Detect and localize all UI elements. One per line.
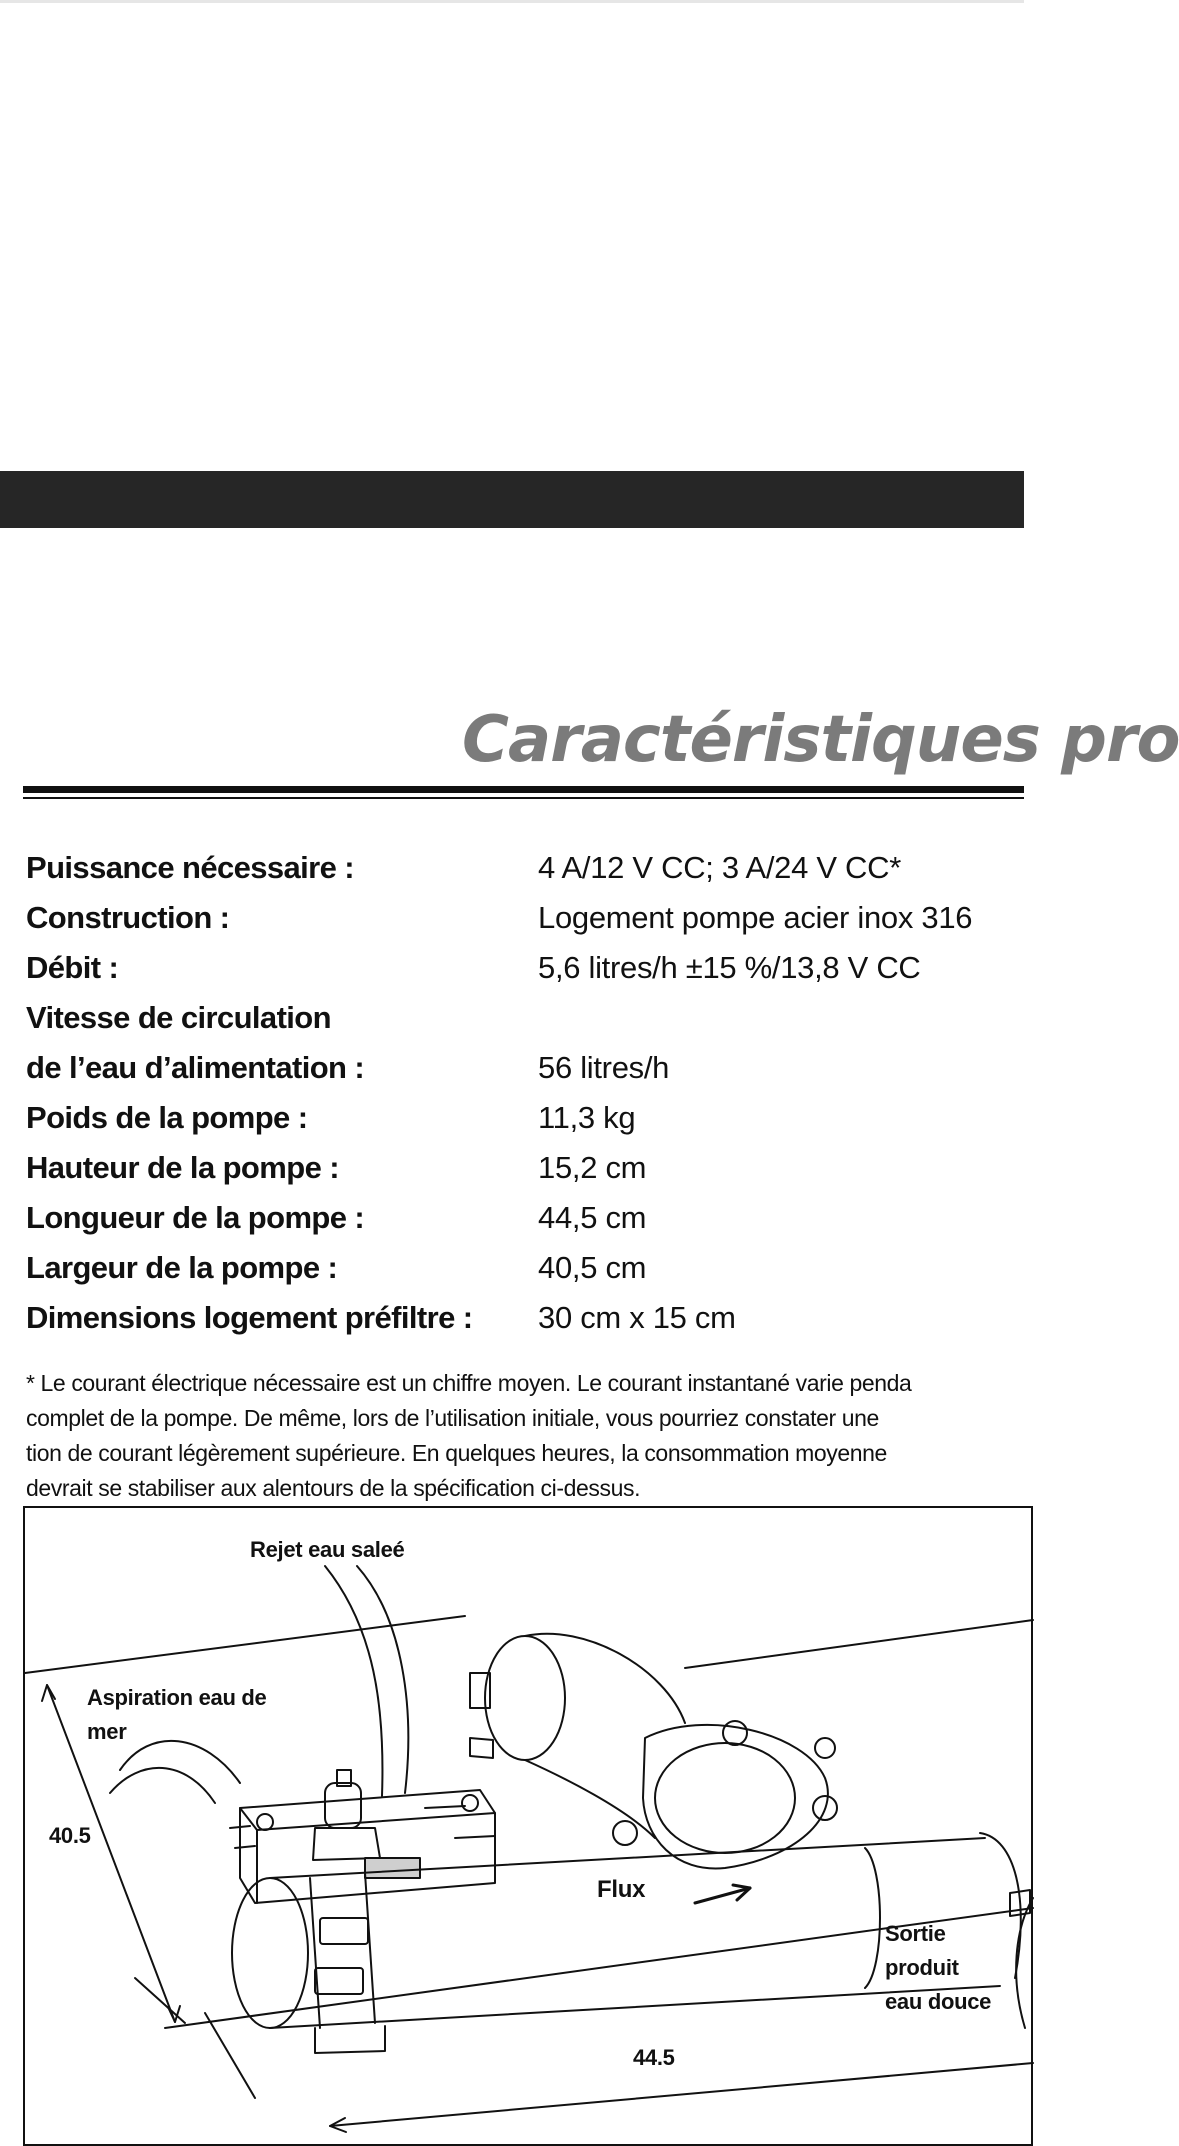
header-band xyxy=(0,471,1024,528)
spec-value: 56 litres/h xyxy=(538,1050,670,1085)
label-flow: Flux xyxy=(597,1876,646,1903)
page-title: Caractéristiques pro xyxy=(462,703,1179,777)
spec-row xyxy=(26,843,1024,893)
spec-row xyxy=(26,1193,1024,1243)
spec-value: 15,2 cm xyxy=(538,1150,647,1185)
label-outlet-2: produit xyxy=(885,1955,959,1980)
spec-label: Hauteur de la pompe : xyxy=(26,1150,339,1185)
title-rule-thick xyxy=(23,786,1024,793)
spec-label: Dimensions logement préfiltre : xyxy=(26,1300,473,1335)
label-outlet: Sortie xyxy=(885,1921,946,1946)
label-outlet-3: eau douce xyxy=(885,1989,992,2014)
spec-label: Longueur de la pompe : xyxy=(26,1200,365,1235)
label-intake-2: mer xyxy=(87,1719,127,1744)
spec-label: Construction : xyxy=(26,900,230,935)
spec-value: 4 A/12 V CC; 3 A/24 V CC* xyxy=(538,850,901,885)
footnote-line: tion de courant légèrement supérieure. En quelques heures, la consommation moyenne xyxy=(26,1440,887,1466)
spec-label: de l’eau d’alimentation : xyxy=(26,1050,365,1085)
spec-label: Poids de la pompe : xyxy=(26,1100,308,1135)
spec-table xyxy=(26,843,1024,1343)
pump-illustration xyxy=(23,1506,1033,2146)
label-intake: Aspiration eau de xyxy=(87,1685,267,1710)
footnote xyxy=(26,1366,1126,1506)
footnote-line: complet de la pompe. De même, lors de l’utilisation initiale, vous pourriez constater une xyxy=(26,1405,879,1431)
spec-row xyxy=(26,1143,1024,1193)
spec-value: 5,6 litres/h ±15 %/13,8 V CC xyxy=(538,950,921,985)
spec-label: Vitesse de circulation xyxy=(26,1000,331,1035)
spec-label: Débit : xyxy=(26,950,119,985)
spec-label: Puissance nécessaire : xyxy=(26,850,355,885)
label-length: 44.5 xyxy=(633,2045,675,2070)
spec-label: Largeur de la pompe : xyxy=(26,1250,338,1285)
spec-row xyxy=(26,1293,1024,1343)
label-reject: Rejet eau saleé xyxy=(250,1537,405,1562)
spec-row xyxy=(26,893,1024,943)
footnote-line: * Le courant électrique nécessaire est un chiffre moyen. Le courant instantané varie penda xyxy=(26,1370,912,1396)
spec-row xyxy=(26,1093,1024,1143)
footnote-line: devrait se stabiliser aux alentours de la spécification ci-dessus. xyxy=(26,1475,641,1501)
spec-row xyxy=(26,943,1024,993)
pump-drawing xyxy=(25,1508,1033,2144)
title-rule-thin xyxy=(23,797,1024,799)
spec-value: 11,3 kg xyxy=(538,1100,636,1135)
spec-row xyxy=(26,993,1024,1043)
spec-value: Logement pompe acier inox 316 xyxy=(538,900,973,935)
spec-value: 30 cm x 15 cm xyxy=(538,1300,736,1335)
spec-row xyxy=(26,1243,1024,1293)
top-edge xyxy=(0,0,1024,3)
spec-value: 44,5 cm xyxy=(538,1200,647,1235)
spec-value: 40,5 cm xyxy=(538,1250,647,1285)
label-width: 40.5 xyxy=(49,1823,91,1848)
spec-row xyxy=(26,1043,1024,1093)
